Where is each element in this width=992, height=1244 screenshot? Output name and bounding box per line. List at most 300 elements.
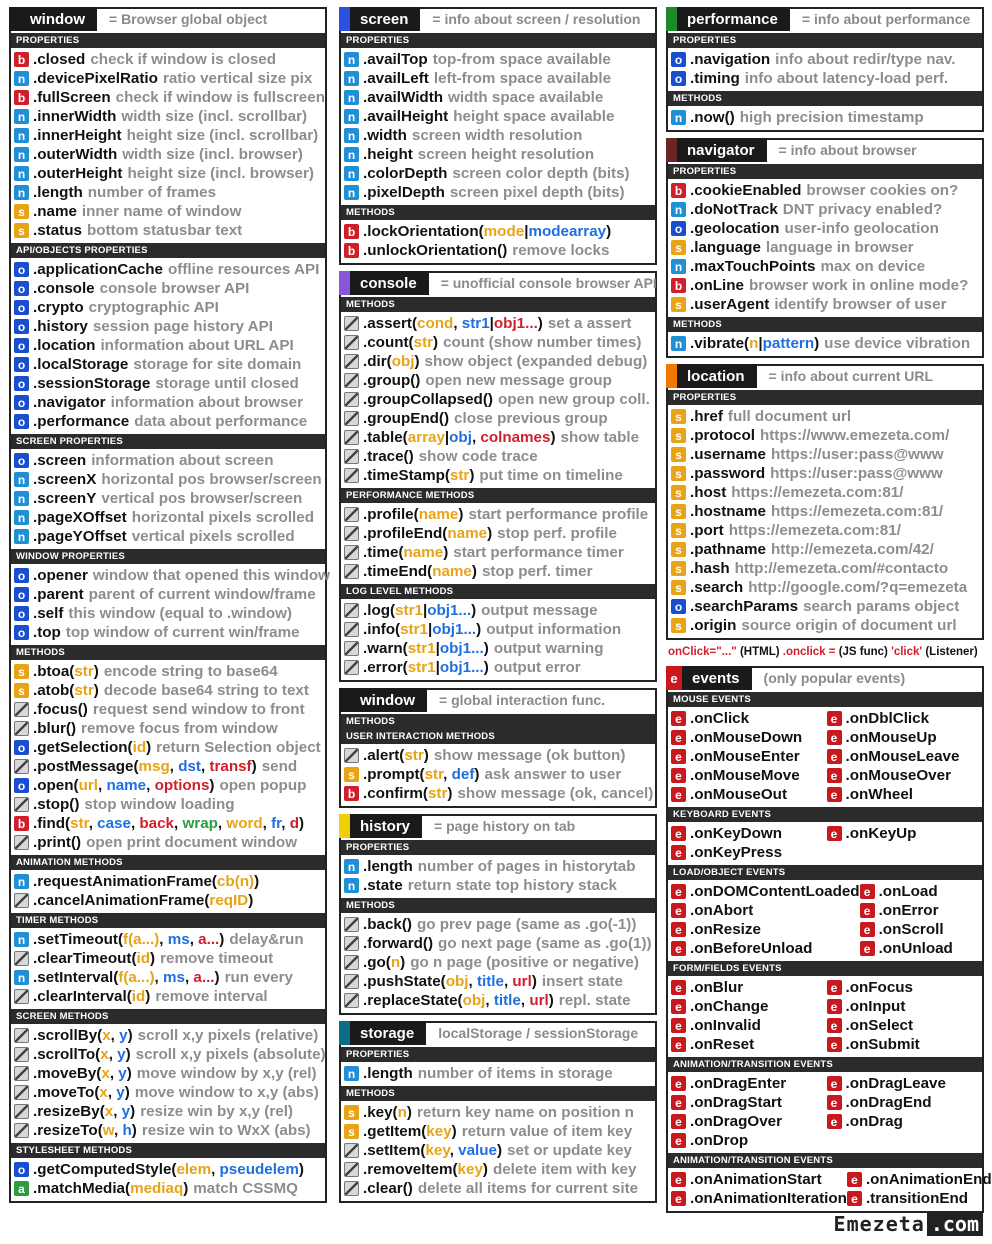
panel-header <box>666 364 984 388</box>
list-item <box>860 882 982 901</box>
event-icon: e <box>860 903 875 918</box>
list-item <box>671 616 982 635</box>
o-type-icon: o <box>14 414 29 429</box>
list-item <box>847 1189 992 1208</box>
list-item <box>344 620 655 639</box>
member-description: use device vibration <box>824 335 971 352</box>
list-item <box>671 1035 827 1054</box>
n-type-icon: n <box>344 128 359 143</box>
list-item <box>14 527 325 546</box>
list-item <box>14 317 325 336</box>
list-item <box>671 1074 827 1093</box>
o-type-icon: o <box>671 52 686 67</box>
event-syntax-legend: onClick="..." (HTML) .onclick = (JS func) 'click' (Listener) <box>668 646 978 658</box>
list-item <box>344 126 655 145</box>
list-item <box>344 466 655 485</box>
member-name: .hash <box>690 560 730 577</box>
function-type-icon <box>14 1066 29 1081</box>
a-type-icon: a <box>14 1181 29 1196</box>
list-item <box>344 447 655 466</box>
member-name: .top <box>33 624 61 641</box>
member-name: .localStorage <box>33 356 129 373</box>
list-item <box>14 1083 325 1102</box>
function-type-icon <box>14 702 29 717</box>
member-name: .host <box>690 484 727 501</box>
color-swatch <box>666 7 677 31</box>
member-description: show object (expanded debug) <box>424 353 648 370</box>
member-name: .setInterval(f(a...), ms, a...) <box>33 969 220 986</box>
n-type-icon: n <box>344 71 359 86</box>
member-name: .navigation <box>690 51 771 68</box>
s-type-icon: s <box>671 542 686 557</box>
b-type-icon: b <box>14 90 29 105</box>
list-item <box>671 597 982 616</box>
panel-title: screen <box>360 10 409 28</box>
member-name: .moveTo(x, y) <box>33 1084 130 1101</box>
member-description: return state top history stack <box>407 877 617 894</box>
color-swatch <box>666 364 677 388</box>
function-type-icon <box>14 951 29 966</box>
function-type-icon <box>14 721 29 736</box>
list-item <box>827 997 983 1016</box>
event-name: .onReset <box>690 1036 755 1053</box>
event-icon: e <box>827 711 842 726</box>
member-description: language in browser <box>765 239 914 256</box>
section-header: PROPERTIES <box>341 33 655 48</box>
event-name: .onBlur <box>690 979 744 996</box>
column-1 <box>9 7 330 1209</box>
section-header: METHODS <box>341 205 655 220</box>
member-description: information about screen <box>91 452 274 469</box>
list-item <box>14 221 325 240</box>
event-name: .onMouseDown <box>690 729 803 746</box>
list-item <box>671 843 827 862</box>
section-header: STYLESHEET METHODS <box>11 1143 325 1158</box>
n-type-icon: n <box>344 109 359 124</box>
list-item <box>671 728 827 747</box>
member-description: show code trace <box>418 448 538 465</box>
section-header: PROPERTIES <box>668 390 982 405</box>
n-type-icon: n <box>14 510 29 525</box>
section-header: METHODS <box>668 91 982 106</box>
panel-header <box>666 7 984 31</box>
n-type-icon: n <box>14 166 29 181</box>
list-item <box>671 824 827 843</box>
member-description: https://user:pass@www <box>770 446 944 463</box>
member-description: check if window is fullscreen <box>115 89 325 106</box>
member-description: cryptographic API <box>88 299 219 316</box>
member-name: .pushState(obj, title, url) <box>363 973 537 990</box>
section-header: PROPERTIES <box>11 33 325 48</box>
list-item <box>671 407 982 426</box>
section-header: ANIMATION METHODS <box>11 855 325 870</box>
member-description: height size (incl. scrollbar) <box>126 127 319 144</box>
n-type-icon: n <box>671 110 686 125</box>
member-description: remove interval <box>155 988 268 1005</box>
panel-description: = info about browser <box>778 142 917 158</box>
list-item <box>344 1122 655 1141</box>
o-type-icon: o <box>14 778 29 793</box>
color-swatch <box>666 138 677 162</box>
panel-history <box>339 814 657 1015</box>
panel-title: window <box>30 10 85 28</box>
member-name: .pixelDepth <box>363 184 445 201</box>
member-name: .timeStamp(str) <box>363 467 475 484</box>
member-description: set or update key <box>507 1142 632 1159</box>
function-type-icon <box>344 354 359 369</box>
panel-header <box>666 138 984 162</box>
event-name: .onAnimationEnd <box>865 1171 992 1188</box>
member-description: output warning <box>493 640 604 657</box>
member-name: .clear() <box>363 1180 413 1197</box>
list-item <box>344 333 655 352</box>
member-name: .port <box>690 522 724 539</box>
list-item <box>344 1064 655 1083</box>
member-description: vertical pixels scrolled <box>131 528 295 545</box>
member-name: .fullScreen <box>33 89 111 106</box>
member-name: .trace() <box>363 448 414 465</box>
member-description: number of items in storage <box>417 1065 613 1082</box>
function-type-icon <box>344 748 359 763</box>
panel-title: storage <box>360 1024 415 1042</box>
member-name: .scrollBy(x, y) <box>33 1027 133 1044</box>
list-item <box>827 1093 983 1112</box>
member-description: show table <box>560 429 640 446</box>
n-type-icon: n <box>14 491 29 506</box>
member-name: .getComputedStyle(elem, pseudelem) <box>33 1161 304 1178</box>
o-type-icon: o <box>14 740 29 755</box>
list-item <box>860 901 982 920</box>
member-name: .href <box>690 408 723 425</box>
member-name: .table(array|obj, colnames) <box>363 429 556 446</box>
function-type-icon <box>344 545 359 560</box>
list-item <box>14 260 325 279</box>
member-description: window that opened this window <box>92 567 330 584</box>
member-name: .clearInterval(id) <box>33 988 151 1005</box>
member-description: bottom statusbar text <box>86 222 243 239</box>
section-header: METHODS <box>341 714 655 729</box>
event-name: .onDOMContentLoaded <box>690 883 860 900</box>
member-name: .getItem(key) <box>363 1123 457 1140</box>
list-item <box>344 183 655 202</box>
member-name: .colorDepth <box>363 165 448 182</box>
function-type-icon <box>14 1028 29 1043</box>
list-item <box>14 374 325 393</box>
list-item <box>344 371 655 390</box>
member-description: resize win to WxX (abs) <box>141 1122 311 1139</box>
member-name: .onLine <box>690 277 744 294</box>
list-item <box>14 795 325 814</box>
panel-description: = info about performance <box>801 11 971 27</box>
event-name: .onDrag <box>845 1113 903 1130</box>
member-name: .origin <box>690 617 737 634</box>
list-item <box>827 1112 983 1131</box>
n-type-icon: n <box>671 336 686 351</box>
list-item <box>344 601 655 620</box>
section-header: KEYBOARD EVENTS <box>668 807 982 822</box>
s-type-icon: s <box>671 580 686 595</box>
o-type-icon: o <box>14 300 29 315</box>
list-item <box>671 882 860 901</box>
member-description: resize win by x,y (rel) <box>140 1103 293 1120</box>
list-item <box>671 238 982 257</box>
list-item <box>14 738 325 757</box>
list-item <box>14 107 325 126</box>
section-header: ANIMATION/TRANSITION EVENTS <box>668 1153 982 1168</box>
panel-navigator <box>666 138 984 358</box>
event-name: .onChange <box>690 998 769 1015</box>
member-name: .assert(cond, str1|obj1...) <box>363 315 543 332</box>
list-item <box>14 50 325 69</box>
member-description: https://emezeta.com:81/ <box>728 522 901 539</box>
s-type-icon: s <box>671 240 686 255</box>
section-header: METHODS <box>11 645 325 660</box>
list-item <box>14 279 325 298</box>
o-type-icon: o <box>14 587 29 602</box>
event-icon: e <box>827 768 842 783</box>
emezeta-logo: Emezeta .com <box>834 1212 983 1236</box>
column-2 <box>339 7 657 1209</box>
member-name: .print() <box>33 834 82 851</box>
event-icon: e <box>671 787 686 802</box>
member-description: close previous group <box>454 410 608 427</box>
list-item <box>671 1112 827 1131</box>
member-name: .stop() <box>33 796 80 813</box>
panel-title: events <box>692 669 740 687</box>
member-description: this window (equal to .window) <box>68 605 292 622</box>
list-item <box>14 126 325 145</box>
list-item <box>344 991 655 1010</box>
o-type-icon: o <box>14 1162 29 1177</box>
event-icon: e <box>671 1133 686 1148</box>
list-item <box>344 88 655 107</box>
member-name: .innerHeight <box>33 127 122 144</box>
panel-performance <box>666 7 984 132</box>
event-name: .onInput <box>845 998 906 1015</box>
list-item <box>344 314 655 333</box>
member-description: parent of current window/frame <box>88 586 316 603</box>
member-name: .error(str1|obj1...) <box>363 659 489 676</box>
member-name: .resizeBy(x, y) <box>33 1103 136 1120</box>
function-type-icon <box>344 1143 359 1158</box>
event-name: .onUnload <box>878 940 953 957</box>
color-swatch <box>339 271 350 295</box>
event-icon: e <box>671 711 686 726</box>
member-description: console browser API <box>99 280 250 297</box>
member-name: .length <box>363 1065 413 1082</box>
function-type-icon <box>344 622 359 637</box>
n-type-icon: n <box>344 166 359 181</box>
member-name: .prompt(str, def) <box>363 766 480 783</box>
list-item <box>14 298 325 317</box>
member-name: .location <box>33 337 96 354</box>
member-name: .requestAnimationFrame(cb(n)) <box>33 873 260 890</box>
s-type-icon: s <box>671 428 686 443</box>
list-item <box>344 953 655 972</box>
event-icon: e <box>847 1191 862 1206</box>
event-icon: e <box>827 1114 842 1129</box>
color-swatch <box>9 7 20 31</box>
member-name: .language <box>690 239 761 256</box>
list-item <box>827 824 983 843</box>
list-item <box>14 623 325 642</box>
event-name: .onDragEnter <box>690 1075 787 1092</box>
o-type-icon: o <box>14 281 29 296</box>
member-description: top-from space available <box>432 51 611 68</box>
list-item <box>671 334 982 353</box>
event-icon: e <box>827 787 842 802</box>
event-name: .onAnimationStart <box>690 1171 822 1188</box>
member-description: return Selection object <box>156 739 321 756</box>
member-name: .postMessage(msg, dst, transf) <box>33 758 257 775</box>
o-type-icon: o <box>14 357 29 372</box>
member-name: .navigator <box>33 394 106 411</box>
member-name: .resizeTo(w, h) <box>33 1122 137 1139</box>
section-header: PROPERTIES <box>668 164 982 179</box>
s-type-icon: s <box>671 485 686 500</box>
member-description: user-info geolocation <box>784 220 939 237</box>
b-type-icon: b <box>671 278 686 293</box>
panel-title: console <box>360 274 417 292</box>
member-description: identify browser of user <box>774 296 947 313</box>
member-description: go prev page (same as .go(-1)) <box>416 916 637 933</box>
member-name: .lockOrientation(mode|modearray) <box>363 223 612 240</box>
function-type-icon <box>344 917 359 932</box>
list-item <box>671 578 982 597</box>
panel-location <box>666 364 984 640</box>
member-description: browser work in online mode? <box>749 277 969 294</box>
function-type-icon <box>14 759 29 774</box>
section-header: METHODS <box>341 1086 655 1101</box>
list-item <box>827 728 983 747</box>
panel-title: location <box>687 367 745 385</box>
member-description: open print document window <box>86 834 298 851</box>
list-item <box>344 107 655 126</box>
function-type-icon <box>14 893 29 908</box>
list-item <box>14 814 325 833</box>
function-type-icon <box>14 797 29 812</box>
member-name: .password <box>690 465 766 482</box>
list-item <box>14 202 325 221</box>
member-description: delete all items for current site <box>417 1180 639 1197</box>
member-name: .profileEnd(name) <box>363 525 493 542</box>
list-item <box>827 1016 983 1035</box>
event-name: .onInvalid <box>690 1017 761 1034</box>
list-item <box>671 939 860 958</box>
member-description: stop perf. profile <box>497 525 617 542</box>
panel-title: performance <box>687 10 778 28</box>
member-name: .key(n) <box>363 1104 412 1121</box>
member-description: return key name on position n <box>416 1104 634 1121</box>
member-description: data about performance <box>134 413 308 430</box>
event-name: .onFocus <box>845 979 913 996</box>
member-name: .userAgent <box>690 296 770 313</box>
s-type-icon: s <box>14 664 29 679</box>
event-icon: e <box>671 1018 686 1033</box>
member-description: output message <box>481 602 598 619</box>
event-name: .transitionEnd <box>865 1190 969 1207</box>
member-name: .status <box>33 222 82 239</box>
member-description: request send window to front <box>92 701 305 718</box>
event-name: .onClick <box>690 710 750 727</box>
list-item <box>14 949 325 968</box>
event-name: .onMouseMove <box>690 767 800 784</box>
member-name: .dir(obj) <box>363 353 420 370</box>
list-item <box>14 1179 325 1198</box>
member-description: left-from space available <box>433 70 612 87</box>
panel-title: history <box>360 817 411 835</box>
member-description: remove focus from window <box>81 720 278 737</box>
color-swatch <box>339 688 350 712</box>
event-icon: e <box>671 768 686 783</box>
list-item <box>671 766 827 785</box>
list-item <box>827 747 983 766</box>
s-type-icon: s <box>14 223 29 238</box>
member-name: .sessionStorage <box>33 375 151 392</box>
color-swatch <box>339 1021 350 1045</box>
member-name: .maxTouchPoints <box>690 258 816 275</box>
member-description: high precision timestamp <box>739 109 924 126</box>
event-icon: e <box>671 749 686 764</box>
function-type-icon <box>14 1123 29 1138</box>
function-type-icon <box>344 411 359 426</box>
member-name: .cookieEnabled <box>690 182 802 199</box>
member-description: scroll x,y pixels (absolute) <box>135 1046 326 1063</box>
member-description: height space available <box>453 108 615 125</box>
member-name: .history <box>33 318 88 335</box>
event-icon: e <box>671 1191 686 1206</box>
panel-header <box>9 7 327 31</box>
member-description: offline resources API <box>167 261 320 278</box>
list-item <box>14 1160 325 1179</box>
event-icon: e <box>671 999 686 1014</box>
list-item <box>14 470 325 489</box>
member-name: .setItem(key, value) <box>363 1142 503 1159</box>
member-description: width size (incl. browser) <box>122 146 303 163</box>
list-item <box>671 1189 847 1208</box>
event-icon: e <box>671 730 686 745</box>
member-name: .applicationCache <box>33 261 163 278</box>
o-type-icon: o <box>14 453 29 468</box>
event-icon: e <box>827 999 842 1014</box>
n-type-icon: n <box>14 932 29 947</box>
list-item <box>14 88 325 107</box>
list-item <box>344 241 655 260</box>
list-item <box>344 915 655 934</box>
member-description: go next page (same as .go(1)) <box>438 935 652 952</box>
list-item <box>14 393 325 412</box>
panel-console <box>339 271 657 682</box>
panel-header <box>339 271 657 295</box>
list-item <box>14 719 325 738</box>
event-name: .onBeforeUnload <box>690 940 813 957</box>
column-3 <box>666 7 992 1219</box>
list-item <box>344 352 655 371</box>
member-name: .moveBy(x, y) <box>33 1065 132 1082</box>
function-type-icon <box>14 1104 29 1119</box>
s-type-icon: s <box>671 409 686 424</box>
b-type-icon: b <box>344 786 359 801</box>
s-type-icon: s <box>14 204 29 219</box>
member-name: .vibrate(n|pattern) <box>690 335 820 352</box>
member-description: information about URL API <box>100 337 294 354</box>
member-name: .log(str1|obj1...) <box>363 602 477 619</box>
member-description: set a assert <box>547 315 632 332</box>
member-name: .now() <box>690 109 735 126</box>
member-description: open popup <box>219 777 307 794</box>
section-header: TIMER METHODS <box>11 913 325 928</box>
o-type-icon: o <box>14 262 29 277</box>
